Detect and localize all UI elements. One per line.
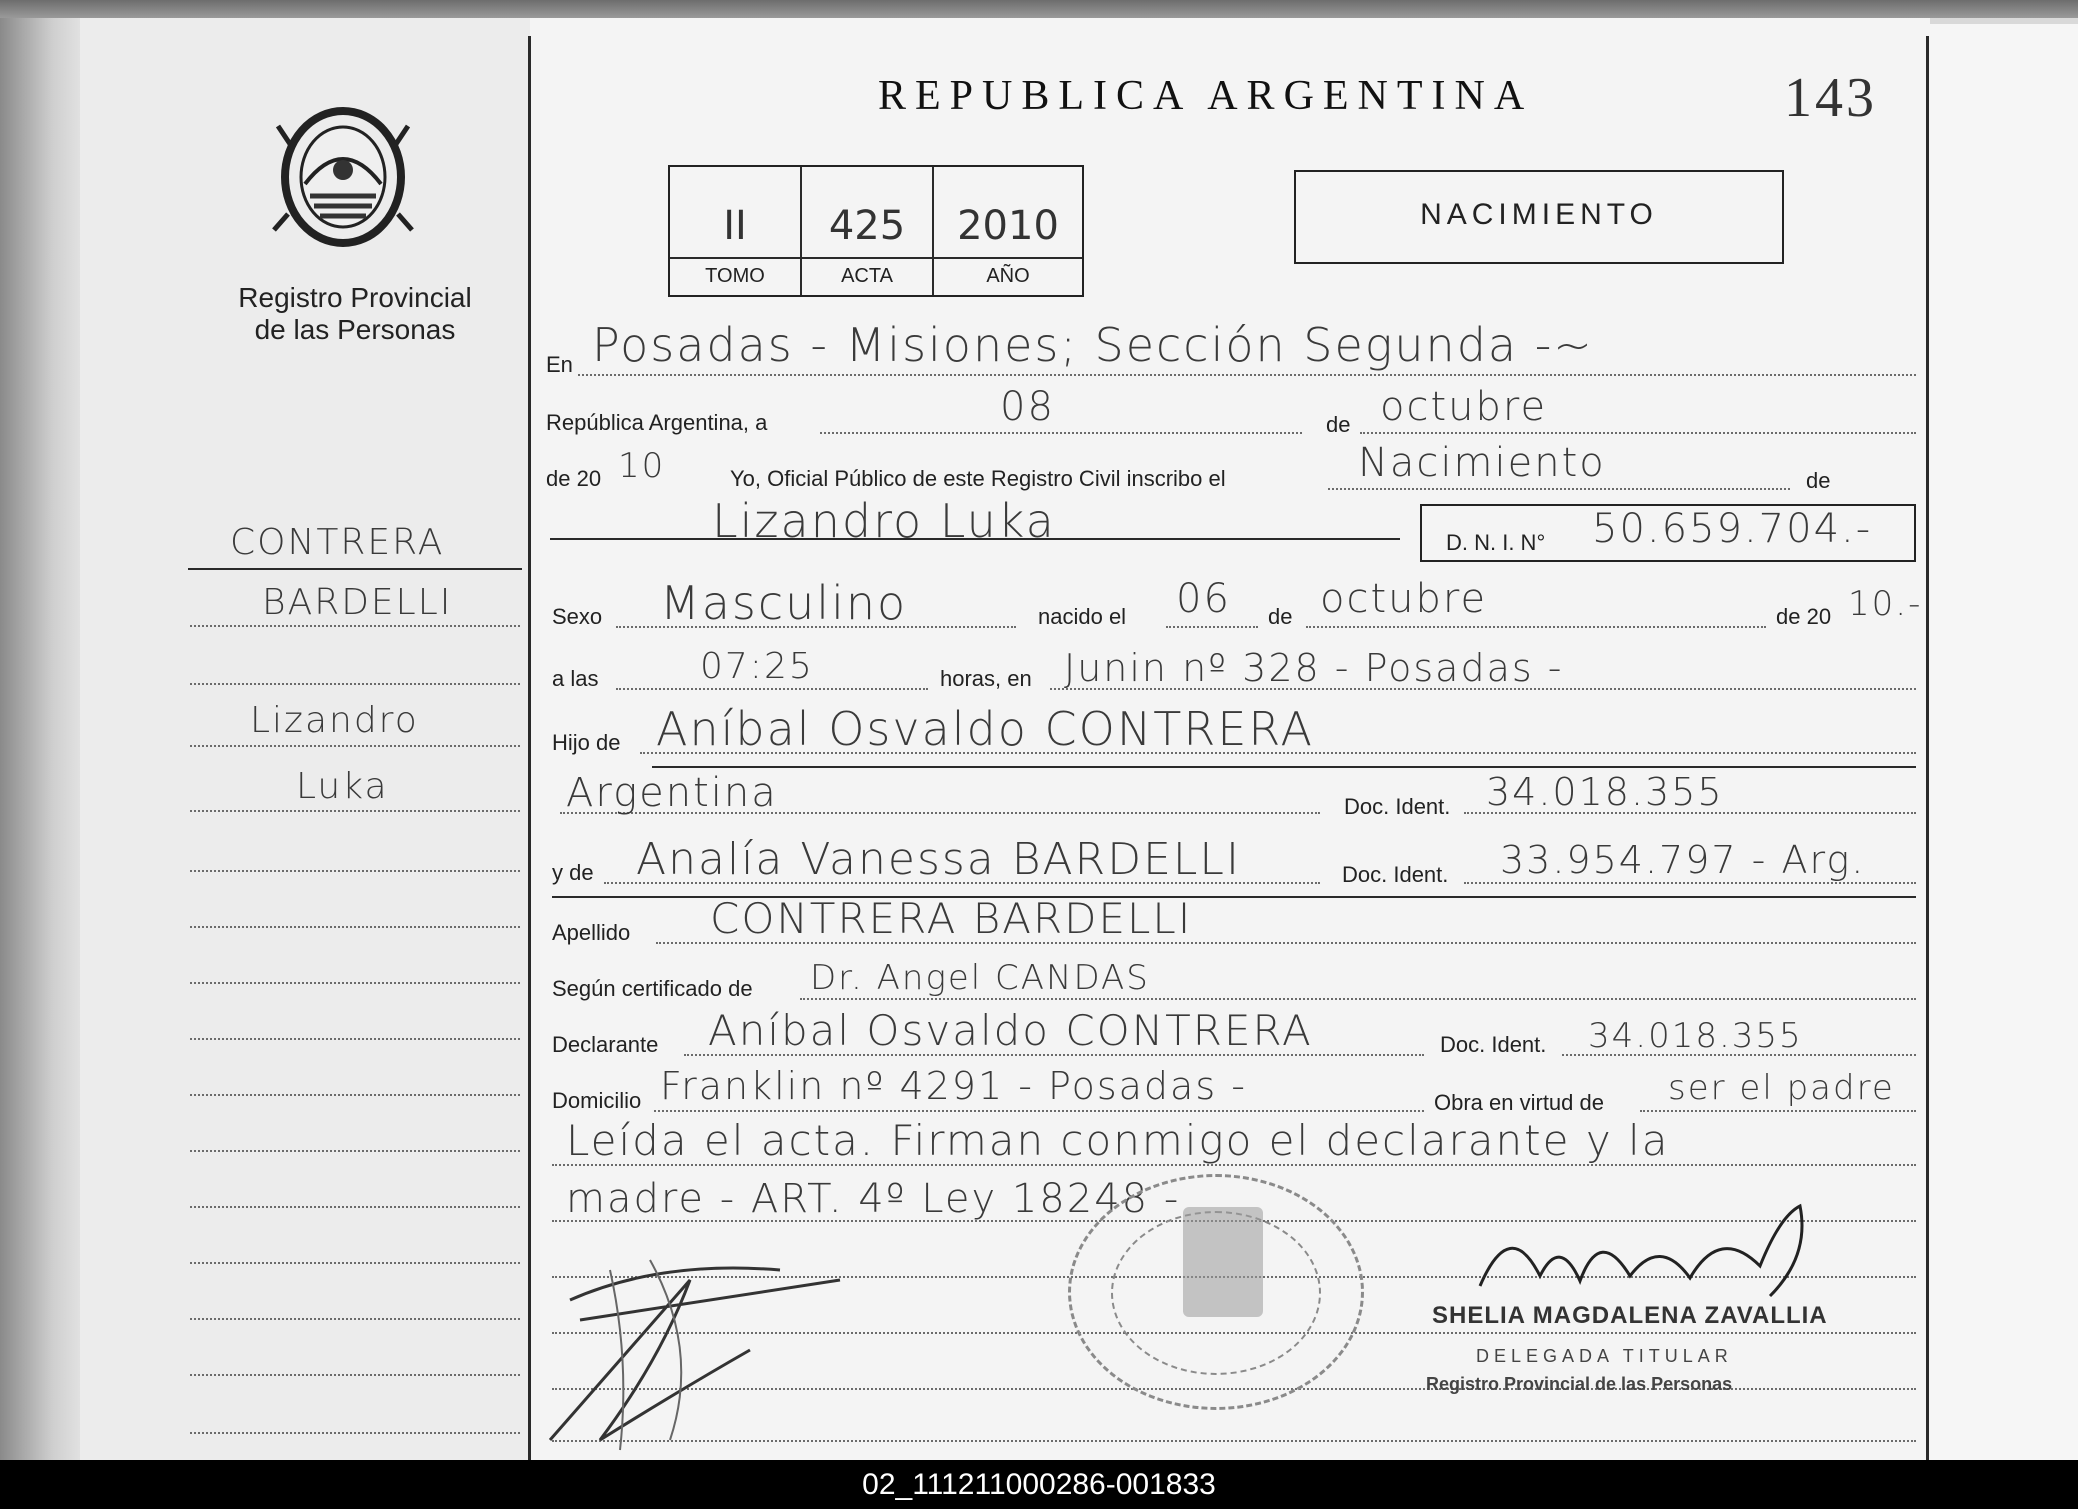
doc-ident-label-1: Doc. Ident.	[1344, 794, 1451, 819]
official-office: Registro Provincial de las Personas	[1426, 1374, 1733, 1394]
year-value: 10	[618, 446, 666, 486]
image-caption: 02_111211000286-001833	[0, 1460, 2078, 1509]
yde-label: y de	[552, 860, 594, 885]
acta-value: 425	[828, 203, 906, 249]
book-gutter	[0, 0, 88, 1460]
reference-box	[668, 165, 1084, 297]
segun-label: Según certificado de	[552, 976, 753, 1001]
mother-value: Analía Vanessa BARDELLI	[636, 834, 1241, 885]
margin-dotted-line	[190, 926, 520, 928]
dni-label: D. N. I. N°	[1446, 530, 1546, 555]
document-title: REPUBLICA ARGENTINA	[878, 73, 1534, 119]
place-value: Posadas - Misiones; Sección Segunda -~	[592, 318, 1594, 372]
acta-label: ACTA	[841, 265, 893, 287]
margin-given-1: Lizandro	[250, 700, 419, 741]
field-line	[1166, 626, 1258, 628]
apellido-label: Apellido	[552, 920, 631, 945]
margin-dotted-line	[190, 982, 520, 984]
doc-type-label: NACIMIENTO	[1420, 198, 1658, 231]
margin-dotted-line	[190, 1374, 520, 1376]
right-page	[1930, 24, 2078, 1460]
book-edge	[0, 0, 2078, 18]
time-value: 07:25	[700, 646, 814, 687]
field-line	[820, 432, 1302, 434]
margin-dotted-line	[190, 1432, 520, 1434]
registry-name-line1: Registro Provincial	[238, 282, 472, 313]
domicilio-value: Franklin nº 4291 - Posadas -	[660, 1064, 1247, 1108]
ref-label-rule	[670, 257, 1082, 259]
declarante-value: Aníbal Osvaldo CONTRERA	[708, 1006, 1313, 1055]
official-seal-icon	[1068, 1174, 1364, 1410]
dni-value: 50.659.704.-	[1592, 506, 1873, 552]
field-line	[578, 374, 1916, 376]
margin-dotted-line	[190, 870, 520, 872]
margin-dotted-line	[190, 1318, 520, 1320]
margin-dotted-line	[190, 1150, 520, 1152]
margin-surname-1: CONTRERA	[230, 522, 445, 563]
tomo-value: II	[723, 203, 747, 249]
field-line	[1640, 1110, 1916, 1112]
registry-name-line2: de las Personas	[254, 314, 456, 345]
de-label: de	[1326, 412, 1351, 437]
declarant-signature-icon	[540, 1240, 860, 1460]
birth-de-label: de	[1268, 604, 1293, 629]
obra-value: ser el padre	[1668, 1068, 1895, 1108]
doc-ident-label-3: Doc. Ident.	[1440, 1032, 1547, 1057]
margin-dotted-line	[190, 745, 520, 747]
field-line	[1306, 626, 1766, 628]
margin-dotted-line	[190, 683, 520, 685]
segun-value: Dr. Angel CANDAS	[810, 958, 1150, 998]
anio-value: 2010	[957, 203, 1059, 249]
margin-dotted-line	[190, 1094, 520, 1096]
field-line	[1328, 488, 1790, 490]
nacido-label: nacido el	[1038, 604, 1127, 629]
dni-box	[1420, 504, 1916, 562]
margin-dotted-line	[190, 625, 520, 627]
misiones-emblem-icon	[270, 104, 416, 250]
doc-ident-label-2: Doc. Ident.	[1342, 862, 1449, 887]
event-value: Nacimiento	[1358, 440, 1606, 486]
page-right-border	[1926, 36, 1929, 1460]
margin-given-2: Luka	[296, 766, 389, 807]
notes-line-1: Leída el acta. Firman conmigo el declarante y la	[566, 1116, 1670, 1165]
father-value: Aníbal Osvaldo CONTRERA	[656, 702, 1314, 756]
horas-label: horas, en	[940, 666, 1032, 691]
father-doc-value: 34.018.355	[1486, 770, 1724, 814]
tomo-label: TOMO	[705, 265, 765, 287]
field-line	[800, 998, 1916, 1000]
page-number: 143	[1784, 67, 1877, 129]
margin-dotted-line	[190, 810, 520, 812]
doc-type-box	[1294, 170, 1784, 264]
obra-label: Obra en virtud de	[1434, 1090, 1604, 1115]
republica-label: República Argentina, a	[546, 410, 768, 435]
year-prefix: de 20	[546, 466, 602, 491]
margin-dotted-line	[190, 1206, 520, 1208]
declarante-label: Declarante	[552, 1032, 659, 1057]
birth-month-value: octubre	[1320, 576, 1488, 622]
father-nat-value: Argentina	[566, 770, 778, 816]
official-signature-icon	[1470, 1196, 1830, 1316]
official-title: DELEGADA TITULAR	[1476, 1346, 1733, 1366]
anio-label: AÑO	[986, 265, 1030, 287]
field-line	[1464, 882, 1916, 884]
field-line	[654, 1110, 1424, 1112]
official-name: SHELIA MAGDALENA ZAVALLIA	[1432, 1302, 1828, 1329]
mother-doc-value: 33.954.797 - Arg.	[1500, 838, 1866, 882]
margin-dotted-line	[190, 1262, 520, 1264]
birth-year-prefix: de 20	[1776, 604, 1832, 629]
margin-rule	[188, 568, 522, 570]
apellido-value: CONTRERA BARDELLI	[710, 894, 1193, 943]
official-text: Yo, Oficial Público de este Registro Civil inscribo el	[730, 466, 1226, 491]
field-line	[616, 688, 928, 690]
father-rule	[652, 766, 1916, 768]
day-value: 08	[1000, 384, 1055, 430]
birth-day-value: 06	[1176, 576, 1231, 622]
en-label: En	[546, 352, 573, 377]
hijo-label: Hijo de	[552, 730, 621, 755]
field-line	[1360, 432, 1916, 434]
de-label-2: de	[1806, 468, 1831, 493]
birth-place-value: Junin nº 328 - Posadas -	[1064, 646, 1564, 690]
alas-label: a las	[552, 666, 599, 691]
child-name-value: Lizandro Luka	[712, 494, 1056, 548]
birth-year-value: 10.-	[1848, 584, 1923, 624]
notes-line-2: madre - ART. 4º Ley 18248 -	[566, 1176, 1181, 1222]
margin-dotted-line	[190, 1038, 520, 1040]
page-left-border	[528, 36, 531, 1460]
month-value: octubre	[1380, 384, 1548, 430]
sexo-value: Masculino	[660, 576, 908, 630]
sexo-label: Sexo	[552, 604, 603, 629]
margin-surname-2: BARDELLI	[262, 582, 453, 623]
domicilio-label: Domicilio	[552, 1088, 642, 1113]
declarante-doc-value: 34.018.355	[1588, 1016, 1803, 1056]
